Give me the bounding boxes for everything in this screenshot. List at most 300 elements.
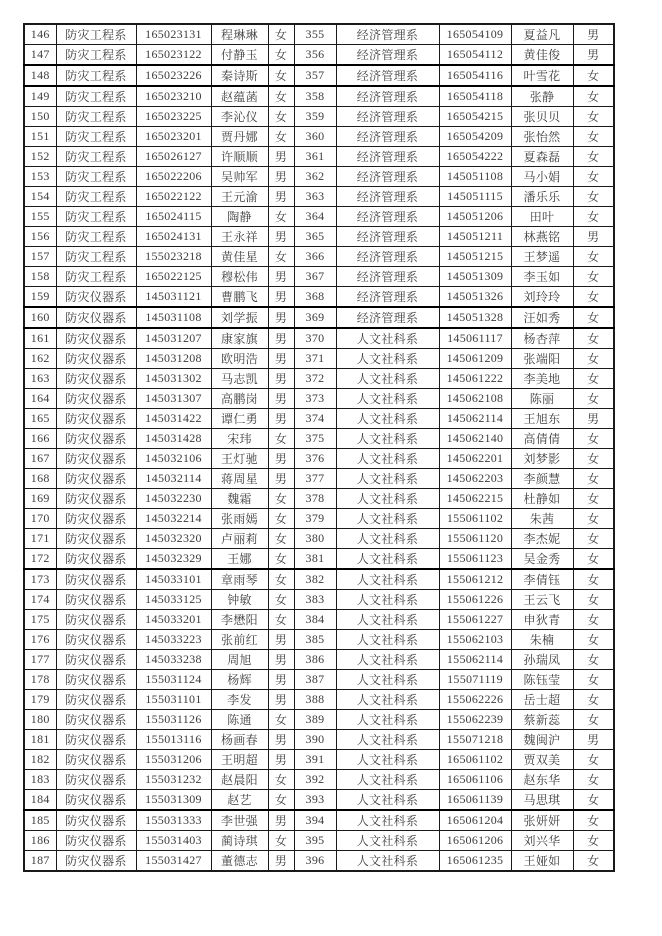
department-left-cell: 防灾仪器系 <box>56 287 136 308</box>
department-left-cell: 防灾仪器系 <box>56 770 136 790</box>
index-right-cell: 365 <box>294 227 336 247</box>
department-right-cell: 经济管理系 <box>336 107 439 127</box>
index-right-cell: 378 <box>294 489 336 509</box>
student-id-right-cell: 165061204 <box>439 810 511 831</box>
name-left-cell: 程琳琳 <box>211 24 268 45</box>
name-right-cell: 杜静如 <box>511 489 573 509</box>
department-left-cell: 防灾仪器系 <box>56 851 136 872</box>
gender-right-cell: 男 <box>573 45 614 66</box>
gender-left-cell: 男 <box>268 630 294 650</box>
gender-right-cell: 女 <box>573 167 614 187</box>
gender-right-cell: 女 <box>573 349 614 369</box>
index-right-cell: 355 <box>294 24 336 45</box>
department-right-cell: 人文社科系 <box>336 690 439 710</box>
name-right-cell: 马小娟 <box>511 167 573 187</box>
name-right-cell: 李颜慧 <box>511 469 573 489</box>
gender-left-cell: 女 <box>268 207 294 227</box>
index-right-cell: 395 <box>294 831 336 851</box>
gender-right-cell: 女 <box>573 127 614 147</box>
student-id-right-cell: 145062201 <box>439 449 511 469</box>
student-id-right-cell: 155061123 <box>439 549 511 570</box>
department-right-cell: 人文社科系 <box>336 409 439 429</box>
student-id-left-cell: 145032114 <box>136 469 211 489</box>
index-right-cell: 361 <box>294 147 336 167</box>
student-id-left-cell: 145033238 <box>136 650 211 670</box>
table-row <box>24 349 614 369</box>
index-left-cell: 162 <box>24 349 56 369</box>
student-id-right-cell: 165061139 <box>439 790 511 811</box>
index-right-cell: 394 <box>294 810 336 831</box>
index-left-cell: 147 <box>24 45 56 66</box>
table-row <box>24 509 614 529</box>
name-left-cell: 李懋阳 <box>211 610 268 630</box>
name-left-cell: 卢丽莉 <box>211 529 268 549</box>
name-left-cell: 钟敏 <box>211 590 268 610</box>
student-id-left-cell: 145031208 <box>136 349 211 369</box>
name-left-cell: 赵晨阳 <box>211 770 268 790</box>
student-id-right-cell: 145051328 <box>439 307 511 328</box>
gender-right-cell: 女 <box>573 750 614 770</box>
name-right-cell: 林燕铭 <box>511 227 573 247</box>
index-left-cell: 178 <box>24 670 56 690</box>
gender-left-cell: 女 <box>268 790 294 811</box>
department-left-cell: 防灾工程系 <box>56 187 136 207</box>
name-left-cell: 王明超 <box>211 750 268 770</box>
name-left-cell: 王元渝 <box>211 187 268 207</box>
table-row <box>24 630 614 650</box>
table-row <box>24 187 614 207</box>
gender-left-cell: 女 <box>268 509 294 529</box>
index-left-cell: 170 <box>24 509 56 529</box>
index-left-cell: 153 <box>24 167 56 187</box>
index-left-cell: 157 <box>24 247 56 267</box>
index-left-cell: 160 <box>24 307 56 328</box>
name-left-cell: 宋玮 <box>211 429 268 449</box>
student-id-right-cell: 155062226 <box>439 690 511 710</box>
student-id-right-cell: 145062203 <box>439 469 511 489</box>
index-right-cell: 356 <box>294 45 336 66</box>
department-left-cell: 防灾工程系 <box>56 147 136 167</box>
student-id-right-cell: 165054118 <box>439 86 511 107</box>
department-left-cell: 防灾仪器系 <box>56 710 136 730</box>
department-left-cell: 防灾仪器系 <box>56 831 136 851</box>
name-left-cell: 穆松伟 <box>211 267 268 287</box>
student-id-left-cell: 145032106 <box>136 449 211 469</box>
department-right-cell: 经济管理系 <box>336 247 439 267</box>
name-left-cell: 秦诗斯 <box>211 65 268 86</box>
department-right-cell: 经济管理系 <box>336 287 439 308</box>
name-left-cell: 马志凯 <box>211 369 268 389</box>
student-id-left-cell: 165022122 <box>136 187 211 207</box>
index-right-cell: 357 <box>294 65 336 86</box>
table-row <box>24 328 614 349</box>
department-right-cell: 经济管理系 <box>336 207 439 227</box>
index-right-cell: 369 <box>294 307 336 328</box>
gender-right-cell: 女 <box>573 287 614 308</box>
gender-left-cell: 男 <box>268 469 294 489</box>
student-id-right-cell: 155062114 <box>439 650 511 670</box>
student-id-right-cell: 155061102 <box>439 509 511 529</box>
department-left-cell: 防灾仪器系 <box>56 630 136 650</box>
student-id-right-cell: 145051326 <box>439 287 511 308</box>
index-right-cell: 388 <box>294 690 336 710</box>
student-id-left-cell: 145031307 <box>136 389 211 409</box>
department-left-cell: 防灾工程系 <box>56 24 136 45</box>
student-id-left-cell: 145033101 <box>136 569 211 590</box>
department-left-cell: 防灾工程系 <box>56 65 136 86</box>
department-left-cell: 防灾仪器系 <box>56 489 136 509</box>
name-right-cell: 孙瑞凤 <box>511 650 573 670</box>
name-left-cell: 曹鹏飞 <box>211 287 268 308</box>
name-right-cell: 朱楠 <box>511 630 573 650</box>
student-id-right-cell: 145051211 <box>439 227 511 247</box>
index-left-cell: 148 <box>24 65 56 86</box>
gender-right-cell: 女 <box>573 267 614 287</box>
student-id-right-cell: 145051115 <box>439 187 511 207</box>
index-left-cell: 175 <box>24 610 56 630</box>
name-right-cell: 李倩钰 <box>511 569 573 590</box>
table-row <box>24 167 614 187</box>
student-id-left-cell: 155031101 <box>136 690 211 710</box>
index-left-cell: 161 <box>24 328 56 349</box>
name-right-cell: 杨杏萍 <box>511 328 573 349</box>
department-left-cell: 防灾仪器系 <box>56 810 136 831</box>
index-left-cell: 163 <box>24 369 56 389</box>
gender-left-cell: 女 <box>268 45 294 66</box>
index-right-cell: 377 <box>294 469 336 489</box>
table-row <box>24 307 614 328</box>
gender-right-cell: 女 <box>573 147 614 167</box>
gender-left-cell: 女 <box>268 65 294 86</box>
name-left-cell: 蔺诗琪 <box>211 831 268 851</box>
gender-left-cell: 男 <box>268 227 294 247</box>
table-row <box>24 549 614 570</box>
name-right-cell: 夏益凡 <box>511 24 573 45</box>
name-right-cell: 王旭东 <box>511 409 573 429</box>
name-right-cell: 潘乐乐 <box>511 187 573 207</box>
department-left-cell: 防灾工程系 <box>56 167 136 187</box>
gender-left-cell: 女 <box>268 710 294 730</box>
gender-left-cell: 女 <box>268 429 294 449</box>
student-id-right-cell: 165061206 <box>439 831 511 851</box>
table-row <box>24 369 614 389</box>
index-left-cell: 164 <box>24 389 56 409</box>
gender-right-cell: 男 <box>573 409 614 429</box>
table-row <box>24 590 614 610</box>
index-left-cell: 159 <box>24 287 56 308</box>
name-left-cell: 赵艺 <box>211 790 268 811</box>
gender-right-cell: 女 <box>573 529 614 549</box>
student-id-right-cell: 165054109 <box>439 24 511 45</box>
name-left-cell: 王娜 <box>211 549 268 570</box>
name-right-cell: 汪如秀 <box>511 307 573 328</box>
department-left-cell: 防灾仪器系 <box>56 790 136 811</box>
table-row <box>24 489 614 509</box>
index-right-cell: 376 <box>294 449 336 469</box>
gender-right-cell: 女 <box>573 389 614 409</box>
name-left-cell: 贾丹娜 <box>211 127 268 147</box>
department-right-cell: 经济管理系 <box>336 147 439 167</box>
department-left-cell: 防灾工程系 <box>56 267 136 287</box>
gender-left-cell: 男 <box>268 267 294 287</box>
gender-right-cell: 女 <box>573 810 614 831</box>
department-right-cell: 经济管理系 <box>336 267 439 287</box>
table-row <box>24 810 614 831</box>
name-right-cell: 陈丽 <box>511 389 573 409</box>
student-id-left-cell: 145033223 <box>136 630 211 650</box>
table-row <box>24 45 614 66</box>
department-left-cell: 防灾仪器系 <box>56 409 136 429</box>
index-left-cell: 171 <box>24 529 56 549</box>
name-right-cell: 夏森磊 <box>511 147 573 167</box>
department-right-cell: 人文社科系 <box>336 509 439 529</box>
name-left-cell: 董德志 <box>211 851 268 872</box>
index-left-cell: 186 <box>24 831 56 851</box>
student-id-right-cell: 145051309 <box>439 267 511 287</box>
student-id-right-cell: 165054116 <box>439 65 511 86</box>
name-right-cell: 张静 <box>511 86 573 107</box>
name-right-cell: 魏闽沪 <box>511 730 573 750</box>
index-right-cell: 381 <box>294 549 336 570</box>
department-right-cell: 经济管理系 <box>336 227 439 247</box>
table-row <box>24 127 614 147</box>
student-id-right-cell: 165054215 <box>439 107 511 127</box>
index-left-cell: 149 <box>24 86 56 107</box>
department-left-cell: 防灾仪器系 <box>56 328 136 349</box>
department-right-cell: 经济管理系 <box>336 127 439 147</box>
gender-left-cell: 女 <box>268 549 294 570</box>
name-left-cell: 蒋周星 <box>211 469 268 489</box>
department-right-cell: 人文社科系 <box>336 710 439 730</box>
student-id-left-cell: 145032214 <box>136 509 211 529</box>
gender-left-cell: 男 <box>268 810 294 831</box>
table-row <box>24 831 614 851</box>
student-id-left-cell: 165024115 <box>136 207 211 227</box>
department-right-cell: 人文社科系 <box>336 529 439 549</box>
student-id-right-cell: 145061209 <box>439 349 511 369</box>
student-id-right-cell: 155071119 <box>439 670 511 690</box>
department-left-cell: 防灾工程系 <box>56 247 136 267</box>
index-right-cell: 368 <box>294 287 336 308</box>
department-left-cell: 防灾工程系 <box>56 86 136 107</box>
department-right-cell: 经济管理系 <box>336 187 439 207</box>
gender-right-cell: 男 <box>573 730 614 750</box>
gender-left-cell: 女 <box>268 247 294 267</box>
student-id-left-cell: 145033125 <box>136 590 211 610</box>
student-id-right-cell: 165054112 <box>439 45 511 66</box>
student-id-right-cell: 155062103 <box>439 630 511 650</box>
gender-left-cell: 男 <box>268 287 294 308</box>
student-id-left-cell: 165023226 <box>136 65 211 86</box>
gender-right-cell: 女 <box>573 831 614 851</box>
student-id-right-cell: 165061106 <box>439 770 511 790</box>
student-id-left-cell: 165023225 <box>136 107 211 127</box>
name-left-cell: 赵蕴菡 <box>211 86 268 107</box>
table-row <box>24 469 614 489</box>
student-id-left-cell: 145032320 <box>136 529 211 549</box>
student-id-right-cell: 155061212 <box>439 569 511 590</box>
gender-left-cell: 男 <box>268 670 294 690</box>
gender-right-cell: 女 <box>573 86 614 107</box>
gender-left-cell: 男 <box>268 167 294 187</box>
table-row <box>24 147 614 167</box>
gender-right-cell: 女 <box>573 207 614 227</box>
department-right-cell: 人文社科系 <box>336 569 439 590</box>
department-left-cell: 防灾仪器系 <box>56 650 136 670</box>
index-right-cell: 390 <box>294 730 336 750</box>
student-id-left-cell: 155013116 <box>136 730 211 750</box>
name-left-cell: 魏霜 <box>211 489 268 509</box>
department-left-cell: 防灾仪器系 <box>56 590 136 610</box>
table-row <box>24 409 614 429</box>
student-id-left-cell: 155031206 <box>136 750 211 770</box>
department-left-cell: 防灾仪器系 <box>56 509 136 529</box>
index-left-cell: 182 <box>24 750 56 770</box>
name-left-cell: 章雨琴 <box>211 569 268 590</box>
gender-left-cell: 男 <box>268 409 294 429</box>
department-right-cell: 经济管理系 <box>336 45 439 66</box>
index-right-cell: 371 <box>294 349 336 369</box>
name-right-cell: 李杰妮 <box>511 529 573 549</box>
student-id-left-cell: 165022206 <box>136 167 211 187</box>
index-right-cell: 358 <box>294 86 336 107</box>
department-right-cell: 人文社科系 <box>336 349 439 369</box>
index-left-cell: 156 <box>24 227 56 247</box>
table-row <box>24 710 614 730</box>
gender-left-cell: 男 <box>268 328 294 349</box>
student-id-right-cell: 165061235 <box>439 851 511 872</box>
department-left-cell: 防灾仪器系 <box>56 750 136 770</box>
student-id-right-cell: 155061120 <box>439 529 511 549</box>
department-right-cell: 人文社科系 <box>336 449 439 469</box>
student-id-left-cell: 155031333 <box>136 810 211 831</box>
gender-left-cell: 男 <box>268 389 294 409</box>
name-left-cell: 王灯驰 <box>211 449 268 469</box>
department-right-cell: 人文社科系 <box>336 831 439 851</box>
student-id-left-cell: 145031108 <box>136 307 211 328</box>
index-right-cell: 391 <box>294 750 336 770</box>
index-right-cell: 362 <box>294 167 336 187</box>
name-right-cell: 黄佳俊 <box>511 45 573 66</box>
table-row <box>24 730 614 750</box>
index-left-cell: 169 <box>24 489 56 509</box>
department-right-cell: 人文社科系 <box>336 489 439 509</box>
name-left-cell: 杨辉 <box>211 670 268 690</box>
department-right-cell: 人文社科系 <box>336 369 439 389</box>
student-id-left-cell: 155023218 <box>136 247 211 267</box>
name-left-cell: 付静玉 <box>211 45 268 66</box>
table-row <box>24 650 614 670</box>
gender-right-cell: 女 <box>573 590 614 610</box>
name-right-cell: 马思琪 <box>511 790 573 811</box>
index-left-cell: 165 <box>24 409 56 429</box>
gender-right-cell: 女 <box>573 690 614 710</box>
gender-right-cell: 女 <box>573 469 614 489</box>
name-left-cell: 欧明浩 <box>211 349 268 369</box>
name-left-cell: 陶静 <box>211 207 268 227</box>
gender-left-cell: 男 <box>268 851 294 872</box>
gender-right-cell: 女 <box>573 509 614 529</box>
gender-right-cell: 女 <box>573 429 614 449</box>
student-id-left-cell: 145032230 <box>136 489 211 509</box>
student-id-left-cell: 165026127 <box>136 147 211 167</box>
department-left-cell: 防灾仪器系 <box>56 730 136 750</box>
gender-left-cell: 女 <box>268 86 294 107</box>
index-left-cell: 180 <box>24 710 56 730</box>
table-row <box>24 227 614 247</box>
index-right-cell: 386 <box>294 650 336 670</box>
name-right-cell: 赵东华 <box>511 770 573 790</box>
student-id-left-cell: 165023210 <box>136 86 211 107</box>
student-id-right-cell: 145051215 <box>439 247 511 267</box>
table-row <box>24 267 614 287</box>
name-left-cell: 许顺顺 <box>211 147 268 167</box>
index-right-cell: 370 <box>294 328 336 349</box>
gender-right-cell: 女 <box>573 247 614 267</box>
table-row <box>24 610 614 630</box>
department-right-cell: 经济管理系 <box>336 167 439 187</box>
gender-right-cell: 女 <box>573 630 614 650</box>
gender-right-cell: 女 <box>573 851 614 872</box>
student-id-right-cell: 145062140 <box>439 429 511 449</box>
gender-right-cell: 女 <box>573 65 614 86</box>
department-right-cell: 人文社科系 <box>336 650 439 670</box>
index-left-cell: 172 <box>24 549 56 570</box>
table-row <box>24 207 614 227</box>
gender-right-cell: 男 <box>573 227 614 247</box>
department-right-cell: 人文社科系 <box>336 469 439 489</box>
index-right-cell: 396 <box>294 851 336 872</box>
department-right-cell: 经济管理系 <box>336 307 439 328</box>
department-right-cell: 人文社科系 <box>336 670 439 690</box>
index-right-cell: 364 <box>294 207 336 227</box>
gender-left-cell: 男 <box>268 187 294 207</box>
index-left-cell: 152 <box>24 147 56 167</box>
name-right-cell: 高倩倩 <box>511 429 573 449</box>
department-right-cell: 人文社科系 <box>336 770 439 790</box>
student-id-right-cell: 155071218 <box>439 730 511 750</box>
table-row <box>24 750 614 770</box>
index-right-cell: 359 <box>294 107 336 127</box>
gender-right-cell: 女 <box>573 328 614 349</box>
student-id-left-cell: 165023131 <box>136 24 211 45</box>
index-left-cell: 177 <box>24 650 56 670</box>
table-row <box>24 389 614 409</box>
student-id-left-cell: 145031302 <box>136 369 211 389</box>
department-left-cell: 防灾工程系 <box>56 127 136 147</box>
index-right-cell: 380 <box>294 529 336 549</box>
gender-left-cell: 男 <box>268 369 294 389</box>
gender-left-cell: 男 <box>268 349 294 369</box>
gender-left-cell: 女 <box>268 529 294 549</box>
name-left-cell: 李世强 <box>211 810 268 831</box>
name-right-cell: 贾双美 <box>511 750 573 770</box>
name-right-cell: 张贝贝 <box>511 107 573 127</box>
student-id-right-cell: 145051206 <box>439 207 511 227</box>
table-row <box>24 107 614 127</box>
student-id-right-cell: 165061102 <box>439 750 511 770</box>
gender-right-cell: 女 <box>573 187 614 207</box>
gender-left-cell: 女 <box>268 24 294 45</box>
index-left-cell: 158 <box>24 267 56 287</box>
name-left-cell: 陈通 <box>211 710 268 730</box>
student-id-left-cell: 155031126 <box>136 710 211 730</box>
index-right-cell: 393 <box>294 790 336 811</box>
student-id-left-cell: 145031428 <box>136 429 211 449</box>
department-right-cell: 人文社科系 <box>336 810 439 831</box>
gender-left-cell: 女 <box>268 127 294 147</box>
department-left-cell: 防灾仪器系 <box>56 569 136 590</box>
